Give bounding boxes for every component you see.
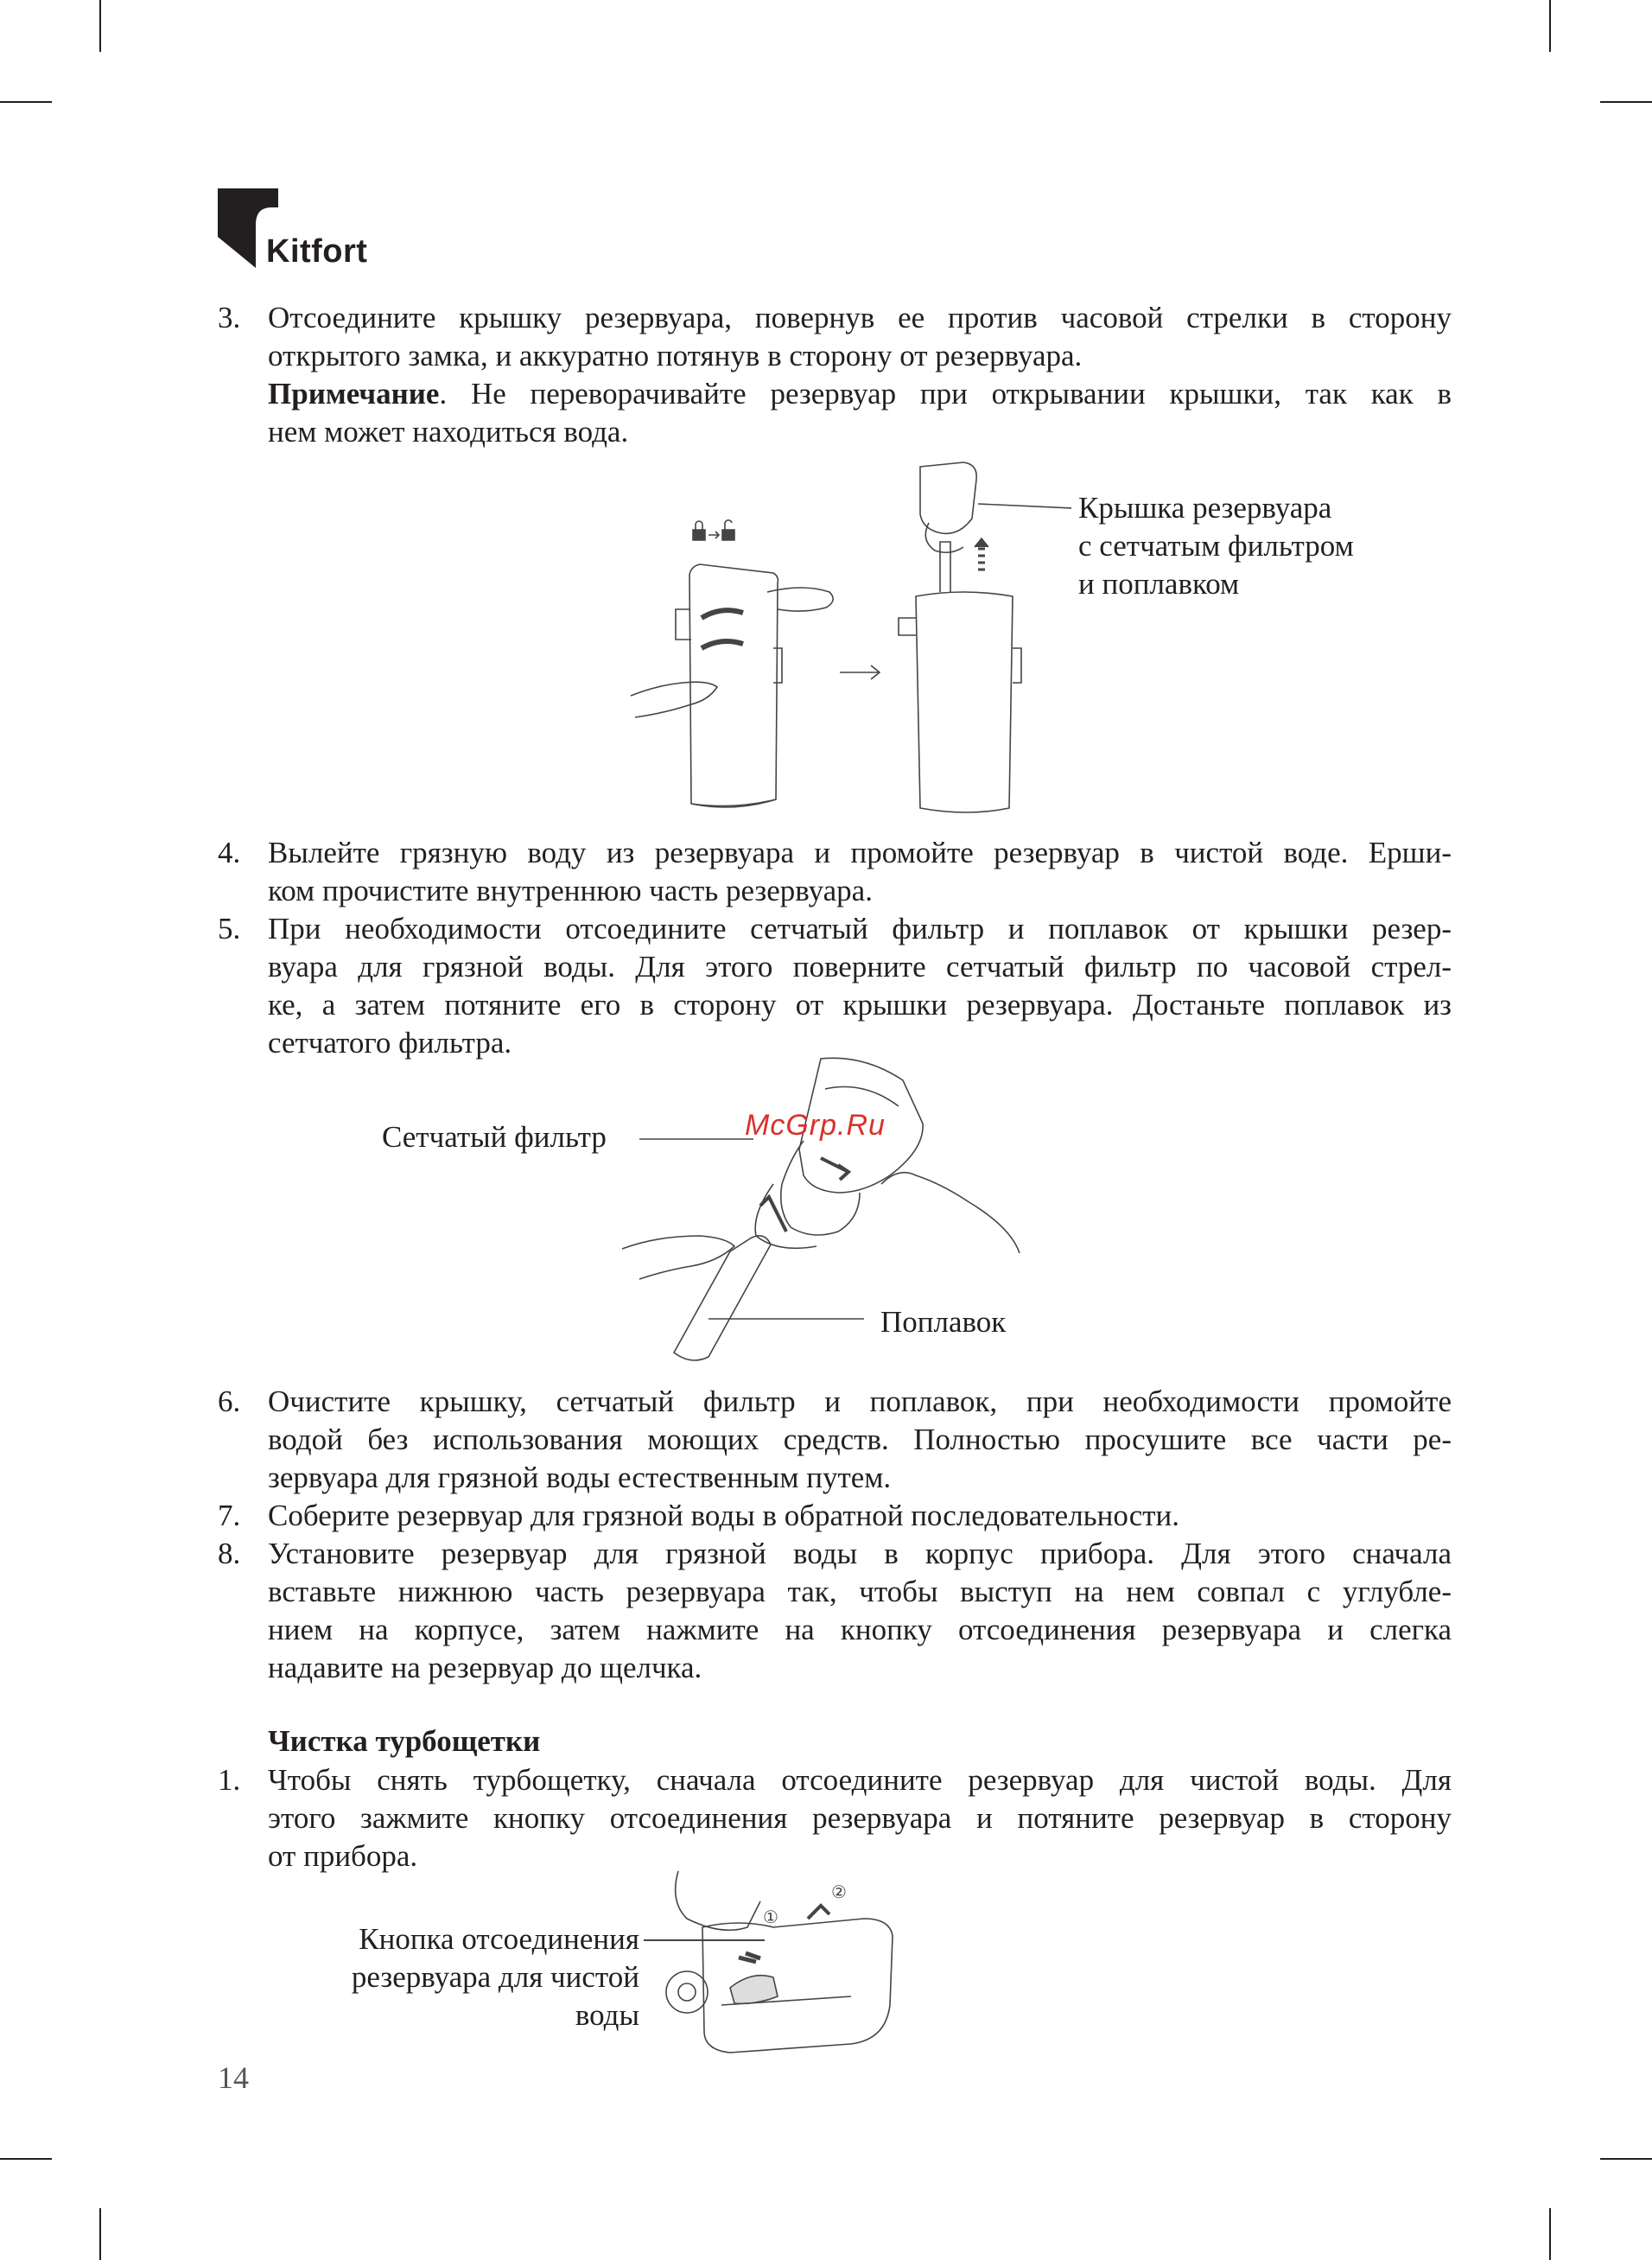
note-line xyxy=(268,375,1452,413)
item-text xyxy=(268,299,1452,451)
crop-mark xyxy=(0,2158,52,2160)
crop-mark xyxy=(1600,2158,1652,2160)
text-line: открытого замка, и аккуратно потянув в сторону от резервуара. xyxy=(268,339,1083,372)
crop-mark xyxy=(1549,0,1551,52)
brand-logo xyxy=(218,188,382,268)
text-line: сетчатого фильтра. xyxy=(268,1026,512,1060)
note-label: Примечание xyxy=(268,377,440,411)
text-line: Чтобы снять турбощетку, сначала отсоедините резервуар для чистой воды. Для xyxy=(268,1763,1452,1797)
text-line: Отсоедините крышку резервуара, повернув ее против часовой стрелки в сторону xyxy=(268,301,1452,334)
button-callout-label xyxy=(298,1920,639,2034)
crop-mark xyxy=(1549,2208,1551,2260)
item-text xyxy=(268,1383,1452,1497)
step-marker-2: ② xyxy=(831,1883,847,1902)
label-line: Крышка резервуара xyxy=(1078,491,1332,525)
label-line: Кнопка отсоединения xyxy=(359,1922,639,1956)
watermark: McGrp.Ru xyxy=(745,1109,886,1142)
text-line: При необходимости отсоедините сетчатый фильтр и поплавок от крышки резер- xyxy=(268,912,1452,945)
text-line: Очистите крышку, сетчатый фильтр и поплавок, при необходимости промойте xyxy=(268,1385,1452,1418)
item-text xyxy=(268,910,1452,1062)
crop-mark xyxy=(0,101,52,103)
filter-callout-label: Сетчатый фильтр xyxy=(382,1120,607,1154)
brand-name: Kitfort xyxy=(266,233,368,270)
text-line: нием на корпусе, затем нажмите на кнопку отсоединения резервуара и слегка xyxy=(268,1613,1452,1646)
crop-mark xyxy=(1600,101,1652,103)
label-line: резервуара для чистой xyxy=(351,1960,639,1994)
text-line: Соберите резервуар для грязной воды в обратной последовательности. xyxy=(268,1499,1180,1532)
item-number: 3. xyxy=(218,301,241,334)
text-line: Установите резервуар для грязной воды в корпус прибора. Для этого сначала xyxy=(268,1537,1452,1570)
item-text xyxy=(268,1761,1452,1875)
item-number: 5. xyxy=(218,912,241,945)
lid-callout-label xyxy=(1078,489,1354,603)
item-text xyxy=(268,1497,1452,1535)
text-line: ком прочистите внутреннюю часть резервуара. xyxy=(268,874,873,907)
text-line: зервуара для грязной воды естественным путем. xyxy=(268,1461,892,1494)
item-number: 6. xyxy=(218,1385,241,1418)
item-number: 1. xyxy=(218,1763,241,1797)
item-text xyxy=(268,834,1452,910)
text-line: этого зажмите кнопку отсоединения резервуара и потяните резервуар в сторону xyxy=(268,1801,1452,1835)
item-number: 7. xyxy=(218,1499,241,1532)
label-line: с сетчатым фильтром xyxy=(1078,529,1354,563)
text-line: водой без использования моющих средств. Полностью просушите все части ре- xyxy=(268,1423,1452,1456)
label-line: и поплавком xyxy=(1078,567,1240,601)
item-number: 4. xyxy=(218,836,241,869)
section-heading: Чистка турбощетки xyxy=(268,1724,541,1758)
button-leader-line xyxy=(644,1939,765,1941)
crop-mark xyxy=(99,0,101,52)
crop-mark xyxy=(99,2208,101,2260)
text-line: от прибора. xyxy=(268,1839,418,1873)
text-line: вставьте нижнюю часть резервуара так, чтобы выступ на нем совпал с углубле- xyxy=(268,1575,1452,1608)
text-line: надавите на резервуар до щелчка. xyxy=(268,1651,702,1684)
item-number: 8. xyxy=(218,1537,241,1570)
label-line: воды xyxy=(575,1998,639,2032)
text-line: Вылейте грязную воду из резервуара и промойте резервуар в чистой воде. Ерши- xyxy=(268,836,1452,869)
page-number: 14 xyxy=(218,2060,249,2095)
step-marker-1: ① xyxy=(763,1908,778,1927)
text-line: нем может находиться вода. xyxy=(268,415,629,449)
text-line: ке, а затем потяните его в сторону от крышки резервуара. Достаньте поплавок из xyxy=(268,988,1452,1022)
float-callout-label: Поплавок xyxy=(880,1305,1007,1339)
note-text: . Не переворачивайте резервуар при открывании крышки, так как в xyxy=(439,377,1452,411)
item-text xyxy=(268,1535,1452,1687)
text-line: вуара для грязной воды. Для этого поверните сетчатый фильтр по часовой стрел- xyxy=(268,950,1452,984)
tank-lid-removal-illustration xyxy=(622,454,1071,817)
turbobrush-removal-illustration xyxy=(635,1867,903,2061)
